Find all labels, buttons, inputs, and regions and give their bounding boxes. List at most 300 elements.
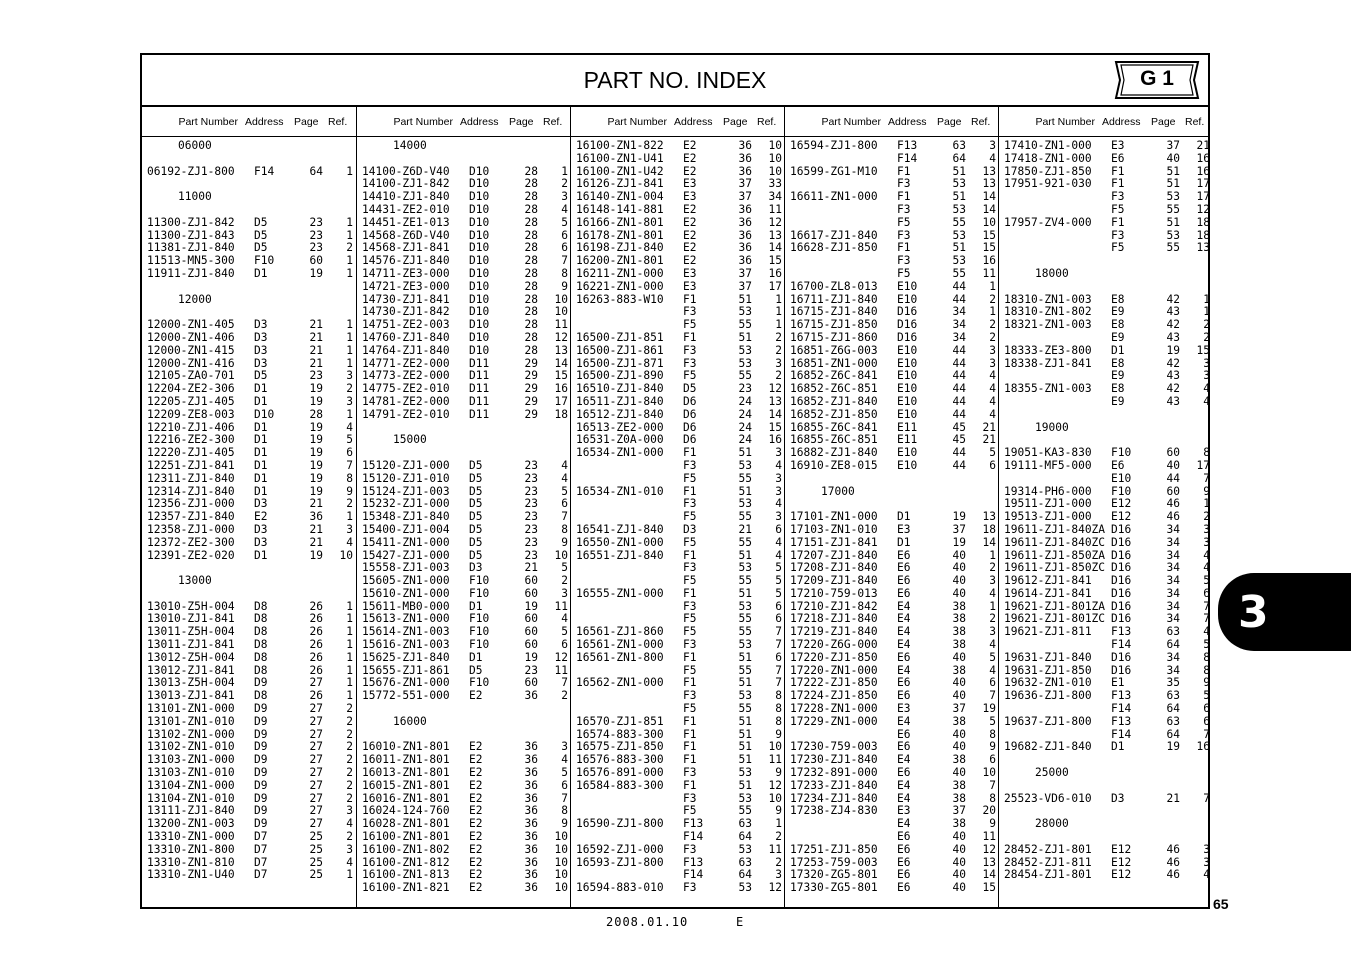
page: 36 (524, 766, 538, 780)
part-number: 12220-ZJ1-405 (147, 446, 235, 460)
address: E6 (897, 586, 911, 600)
table-row (357, 716, 571, 729)
index-column (998, 107, 1213, 907)
page: 38 (952, 612, 966, 626)
address: D3 (469, 561, 483, 575)
page: 53 (738, 458, 752, 472)
part-number: 17251-ZJ1-850 (790, 842, 878, 856)
index-column (142, 107, 356, 907)
address: D9 (254, 817, 268, 831)
ref: 4 (346, 855, 353, 869)
address: D10 (469, 190, 490, 204)
part-number: 17253-759-003 (790, 855, 878, 869)
page: 51 (738, 650, 752, 664)
address: E12 (1111, 868, 1132, 882)
page: 53 (952, 202, 966, 216)
ref: 9 (561, 279, 568, 293)
table-row (785, 588, 999, 601)
part-number: 16178-ZN1-801 (576, 228, 664, 242)
page: 53 (1166, 190, 1180, 204)
table-row (999, 754, 1213, 767)
address: D16 (1111, 612, 1132, 626)
page: 46 (1166, 842, 1180, 856)
address: F3 (683, 343, 697, 357)
page: 36 (524, 804, 538, 818)
part-number: 13101-ZN1-010 (147, 714, 235, 728)
page: 55 (952, 266, 966, 280)
address: D9 (254, 727, 268, 741)
page: 28 (524, 279, 538, 293)
table-row (999, 396, 1213, 409)
address: E2 (469, 881, 483, 895)
page: 51 (1166, 164, 1180, 178)
ref: 5 (775, 561, 782, 575)
part-number: 17219-ZJ1-840 (790, 625, 878, 639)
page: 43 (1166, 369, 1180, 383)
table-row (571, 153, 785, 166)
part-number: 17208-ZJ1-840 (790, 561, 878, 575)
group-heading: 14000 (393, 139, 427, 152)
page: 37 (738, 177, 752, 191)
page: 64 (1166, 702, 1180, 716)
page: 19 (1166, 343, 1180, 357)
address: E1 (1111, 676, 1125, 690)
index-frame (140, 53, 1210, 909)
page: 55 (1166, 241, 1180, 255)
address: D1 (1111, 343, 1125, 357)
ref: 8 (989, 791, 996, 805)
part-number: 16561-ZN1-000 (576, 638, 664, 652)
table-row (357, 575, 571, 588)
page: 55 (738, 535, 752, 549)
part-number: 13102-ZN1-010 (147, 740, 235, 754)
part-number: 16263-883-W10 (576, 292, 664, 306)
address: F3 (683, 842, 697, 856)
ref: 9 (775, 727, 782, 741)
address: D1 (469, 650, 483, 664)
part-number: 16013-ZN1-801 (362, 766, 450, 780)
ref: 9 (561, 535, 568, 549)
address: E3 (683, 266, 697, 280)
table-row (785, 575, 999, 588)
ref: 4 (989, 369, 996, 383)
address: D16 (1111, 561, 1132, 575)
part-number: 16028-ZN1-801 (362, 817, 450, 831)
ref: 3 (989, 343, 996, 357)
part-number: 16100-ZN1-802 (362, 842, 450, 856)
part-number: 16599-ZG1-M10 (790, 164, 878, 178)
ref: 5 (989, 714, 996, 728)
part-number: 16574-883-300 (576, 727, 664, 741)
ref: 19 (982, 702, 996, 716)
page: 28 (309, 407, 323, 421)
address: D3 (254, 330, 268, 344)
page: 29 (524, 369, 538, 383)
address: E12 (1111, 510, 1132, 524)
ref: 11 (554, 663, 568, 677)
address: D6 (683, 394, 697, 408)
page: 53 (738, 497, 752, 511)
table-row (357, 780, 571, 793)
page: 42 (1166, 318, 1180, 332)
page: 34 (1166, 574, 1180, 588)
page: 60 (309, 254, 323, 268)
address: D11 (469, 382, 490, 396)
page: 53 (738, 343, 752, 357)
ref: 6 (775, 650, 782, 664)
table-row (142, 345, 356, 358)
part-number: 16551-ZJ1-840 (576, 548, 664, 562)
page: 24 (738, 420, 752, 434)
header-part-number: Part Number (607, 116, 667, 128)
table-row (571, 831, 785, 844)
part-number: 14721-ZE3-000 (362, 279, 450, 293)
part-number: 15610-ZN1-000 (362, 586, 450, 600)
index-rows (999, 140, 1213, 882)
address: F1 (1111, 215, 1125, 229)
page: 38 (952, 778, 966, 792)
part-number: 17228-ZN1-000 (790, 702, 878, 716)
address: F1 (683, 586, 697, 600)
table-row (785, 396, 999, 409)
table-row (999, 869, 1213, 882)
address: E6 (897, 676, 911, 690)
table-row (999, 639, 1213, 652)
table-row (785, 409, 999, 422)
part-number: 13310-ZN1-000 (147, 830, 235, 844)
address: D1 (254, 548, 268, 562)
page: 36 (524, 830, 538, 844)
ref: 11 (768, 753, 782, 767)
ref: 4 (989, 407, 996, 421)
table-row (142, 703, 356, 716)
table-row (357, 140, 571, 153)
ref: 1 (346, 318, 353, 332)
part-number: 15772-551-000 (362, 689, 450, 703)
group-heading: 11000 (178, 190, 212, 204)
table-row (142, 191, 356, 204)
ref: 3 (989, 625, 996, 639)
ref: 6 (561, 497, 568, 511)
page: 36 (524, 753, 538, 767)
part-number: 17220-Z6G-000 (790, 638, 878, 652)
part-number: 16617-ZJ1-840 (790, 228, 878, 242)
part-number: 15611-MB0-000 (362, 599, 450, 613)
table-row (142, 652, 356, 665)
address: D16 (897, 305, 918, 319)
page: 34 (1166, 612, 1180, 626)
table-row (571, 818, 785, 831)
table-row (785, 716, 999, 729)
table-row (785, 473, 999, 486)
table-row (785, 153, 999, 166)
ref: 7 (775, 663, 782, 677)
ref: 14 (982, 190, 996, 204)
page: 55 (738, 471, 752, 485)
page: 28 (524, 164, 538, 178)
ref: 6 (561, 778, 568, 792)
part-number: 13011-ZJ1-841 (147, 638, 235, 652)
table-row (999, 690, 1213, 703)
part-number: 14431-ZE2-010 (362, 202, 450, 216)
ref: 2 (346, 702, 353, 716)
page: 21 (1166, 791, 1180, 805)
address: D1 (254, 420, 268, 434)
address: E8 (1111, 318, 1125, 332)
page: 40 (952, 689, 966, 703)
table-row (142, 575, 356, 588)
ref: 1 (346, 407, 353, 421)
page: 19 (309, 471, 323, 485)
table-row (571, 793, 785, 806)
page: 19 (524, 599, 538, 613)
table-row (142, 178, 356, 191)
page: 34 (1166, 561, 1180, 575)
page: 38 (952, 625, 966, 639)
ref: 5 (1203, 638, 1210, 652)
part-number: 14100-Z6D-V40 (362, 164, 450, 178)
page: 64 (738, 830, 752, 844)
address: D9 (254, 714, 268, 728)
table-row (571, 345, 785, 358)
page: 38 (952, 753, 966, 767)
part-number: 12251-ZJ1-841 (147, 458, 235, 472)
table-row (142, 588, 356, 601)
address: D1 (469, 599, 483, 613)
ref: 3 (1203, 522, 1210, 536)
part-number: 14760-ZJ1-840 (362, 330, 450, 344)
ref: 15 (768, 254, 782, 268)
address: F1 (683, 650, 697, 664)
table-row (142, 550, 356, 563)
table-row (142, 511, 356, 524)
address: F10 (469, 638, 490, 652)
part-number: 16628-ZJ1-850 (790, 241, 878, 255)
table-row (357, 767, 571, 780)
ref: 6 (561, 241, 568, 255)
part-number: 16500-ZJ1-861 (576, 343, 664, 357)
table-row (571, 460, 785, 473)
page: 28 (524, 177, 538, 191)
address: F5 (683, 612, 697, 626)
part-number: 14775-ZE2-010 (362, 382, 450, 396)
address: E4 (897, 753, 911, 767)
part-number: 16100-ZN1-812 (362, 855, 450, 869)
part-number: 14711-ZE3-000 (362, 266, 450, 280)
part-number: 19637-ZJ1-800 (1004, 714, 1092, 728)
page: 36 (524, 740, 538, 754)
part-number: 19611-ZJ1-840ZA (1004, 522, 1106, 536)
ref: 4 (989, 382, 996, 396)
page: 43 (1166, 394, 1180, 408)
table-row (357, 447, 571, 460)
ref: 10 (768, 139, 782, 152)
address: E2 (469, 791, 483, 805)
header-part-number: Part Number (178, 116, 238, 128)
table-row (785, 255, 999, 268)
address: F14 (683, 830, 704, 844)
part-number: 17850-ZJ1-850 (1004, 164, 1092, 178)
part-number: 12205-ZJ1-405 (147, 394, 235, 408)
page: 51 (738, 330, 752, 344)
ref: 2 (561, 177, 568, 191)
address: F3 (897, 177, 911, 191)
table-row (999, 805, 1213, 818)
ref: 4 (1203, 868, 1210, 882)
header-part-number: Part Number (393, 116, 453, 128)
page: 43 (1166, 330, 1180, 344)
ref: 8 (1203, 650, 1210, 664)
part-number: 15400-ZJ1-004 (362, 522, 450, 536)
ref: 1 (346, 343, 353, 357)
page: 38 (952, 817, 966, 831)
header-ref: Ref. (757, 116, 777, 128)
address: D5 (469, 535, 483, 549)
page: 27 (309, 727, 323, 741)
part-number: 16592-ZJ1-000 (576, 842, 664, 856)
page: 36 (524, 855, 538, 869)
address: F13 (1111, 625, 1132, 639)
part-number: 16555-ZN1-000 (576, 586, 664, 600)
address: D11 (469, 407, 490, 421)
address: F5 (1111, 202, 1125, 216)
address: E4 (897, 625, 911, 639)
table-row (357, 652, 571, 665)
part-number: 25523-VD6-010 (1004, 791, 1092, 805)
part-number: 15676-ZN1-000 (362, 676, 450, 690)
address: F10 (469, 612, 490, 626)
address: D3 (254, 497, 268, 511)
address: E2 (469, 830, 483, 844)
page: 28 (524, 228, 538, 242)
group-heading: 17000 (821, 484, 855, 498)
table-row (142, 716, 356, 729)
part-number: 16211-ZN1-000 (576, 266, 664, 280)
table-row (785, 217, 999, 230)
ref: 4 (775, 548, 782, 562)
address: D11 (469, 394, 490, 408)
address: E2 (683, 202, 697, 216)
table-row (785, 703, 999, 716)
page: 55 (738, 702, 752, 716)
address: E6 (897, 561, 911, 575)
address: F1 (1111, 177, 1125, 191)
page: 25 (309, 830, 323, 844)
table-row (785, 140, 999, 153)
ref: 3 (775, 471, 782, 485)
table-row (785, 537, 999, 550)
address: D8 (254, 689, 268, 703)
part-number: 16100-ZN1-801 (362, 830, 450, 844)
address: E11 (897, 420, 918, 434)
page: 21 (309, 522, 323, 536)
ref: 2 (346, 714, 353, 728)
page: 36 (524, 881, 538, 895)
table-row (785, 204, 999, 217)
address: D10 (254, 407, 275, 421)
ref: 14 (982, 202, 996, 216)
address: D10 (469, 292, 490, 306)
table-row (785, 524, 999, 537)
address: F13 (683, 855, 704, 869)
part-number: 13111-ZJ1-840 (147, 804, 235, 818)
ref: 17 (1196, 458, 1210, 472)
address: D1 (897, 510, 911, 524)
address: D5 (469, 548, 483, 562)
ref: 15 (1196, 343, 1210, 357)
page: 27 (309, 753, 323, 767)
address: F10 (469, 676, 490, 690)
part-number: 19513-ZJ1-000 (1004, 510, 1092, 524)
part-number: 15348-ZJ1-840 (362, 510, 450, 524)
table-row (142, 153, 356, 166)
table-row (785, 831, 999, 844)
part-number: 14410-ZJ1-840 (362, 190, 450, 204)
ref: 8 (775, 689, 782, 703)
page: 29 (524, 394, 538, 408)
page: 53 (738, 561, 752, 575)
part-number: 17232-891-000 (790, 766, 878, 780)
ref: 10 (554, 868, 568, 882)
page: 19 (952, 510, 966, 524)
part-number: 16510-ZJ1-840 (576, 382, 664, 396)
header-ref: Ref. (543, 116, 563, 128)
part-number: 19631-ZJ1-840 (1004, 650, 1092, 664)
part-number: 13104-ZN1-010 (147, 791, 235, 805)
page: 19 (309, 484, 323, 498)
ref: 7 (1203, 612, 1210, 626)
ref: 10 (768, 151, 782, 165)
part-number: 15625-ZJ1-840 (362, 650, 450, 664)
ref: 4 (346, 535, 353, 549)
part-number: 13101-ZN1-000 (147, 702, 235, 716)
address: D1 (254, 458, 268, 472)
address: D1 (254, 471, 268, 485)
table-row (142, 396, 356, 409)
ref: 6 (775, 599, 782, 613)
page: 60 (524, 625, 538, 639)
ref: 1 (1203, 292, 1210, 306)
ref: 2 (1203, 330, 1210, 344)
part-number: 17330-ZG5-801 (790, 881, 878, 895)
ref: 3 (989, 574, 996, 588)
part-number: 19511-ZJ1-000 (1004, 497, 1092, 511)
address: F1 (897, 190, 911, 204)
part-number: 16100-ZN1-821 (362, 881, 450, 895)
page: 51 (738, 484, 752, 498)
page: 53 (738, 842, 752, 856)
address: D9 (254, 778, 268, 792)
table-row (357, 409, 571, 422)
part-number: 14773-ZE2-000 (362, 369, 450, 383)
ref: 7 (1203, 599, 1210, 613)
ref: 9 (989, 817, 996, 831)
address: E10 (897, 458, 918, 472)
page: 23 (524, 663, 538, 677)
page: 51 (738, 740, 752, 754)
part-number: 18333-ZE3-800 (1004, 343, 1092, 357)
part-number: 17410-ZN1-000 (1004, 139, 1092, 152)
part-number: 12204-ZE2-306 (147, 382, 235, 396)
ref: 3 (1203, 855, 1210, 869)
ref: 5 (561, 625, 568, 639)
ref: 13 (554, 343, 568, 357)
part-number: 12372-ZE2-300 (147, 535, 235, 549)
address: F14 (1111, 702, 1132, 716)
part-number: 14764-ZJ1-840 (362, 343, 450, 357)
address: E2 (469, 868, 483, 882)
page: 27 (309, 676, 323, 690)
